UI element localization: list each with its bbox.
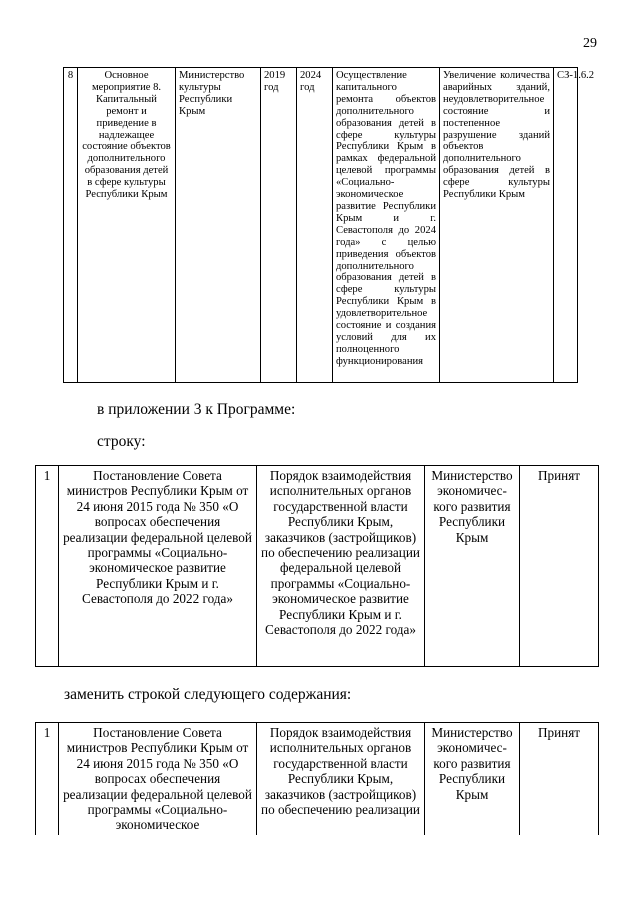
executor: Министерство культуры Республики Крым — [176, 68, 261, 383]
legal-act: Постановление Совета министров Республики Крым от 24 июня 2015 года № 350 «О вопросах обеспечения реализации федеральной целевой программы «Социально-экономическое развитие Республики Крым и г. Севастополя до 2022 года» — [59, 466, 257, 667]
end-year: 2024 год — [297, 68, 333, 383]
table-row — [36, 466, 599, 667]
table-row — [64, 68, 578, 383]
act-subject: Порядок взаимодействия исполнительных органов государственной власти Республики Крым, заказчиков (застройщиков) по обеспечению реализации — [257, 723, 425, 835]
start-year: 2019 год — [261, 68, 297, 383]
responsible-ministry: Министерство экономичес-кого развития Республики Крым — [425, 723, 520, 835]
responsible-ministry: Министерство экономичес-кого развития Республики Крым — [425, 466, 520, 667]
consequences: Увеличение количества аварийных зданий, неудовлетворительное состояние и постепенное разрушение зданий объектов дополнительного образования детей в сфере культуры Республики Крым — [440, 68, 554, 383]
legal-acts-table-new — [35, 722, 599, 835]
legal-acts-table-old — [35, 465, 599, 667]
act-subject: Порядок взаимодействия исполнительных органов государственной власти Республики Крым, заказчиков (застройщиков) по обеспечению реализации федеральной целевой программы «Социально-экономическое развитие Республики Крым и г. Севастополя до 2022 года» — [257, 466, 425, 667]
page-number: 29 — [583, 36, 597, 51]
indicator-code: СЗ-1.6.2 — [554, 68, 578, 383]
row-number: 8 — [64, 68, 78, 383]
row-number: 1 — [36, 466, 59, 667]
row-number: 1 — [36, 723, 59, 835]
program-events-table — [63, 67, 595, 383]
paragraph-appendix: в приложении 3 к Программе: — [97, 401, 296, 418]
table-row — [36, 723, 599, 835]
act-status: Принят — [520, 466, 599, 667]
event-description: Осуществление капитального ремонта объектов дополнительного образования детей в сфере культуры Республики Крым в рамках федеральной целевой программы «Социально-экономическое развитие Республики Крым и г. Севастополя до 2024 года» с целью приведения объектов дополнительного образования детей в сфере культуры Республики Крым в удовлетворительное состояние и создания условий для их полноценного функционирования — [333, 68, 440, 383]
paragraph-replace: заменить строкой следующего содержания: — [64, 686, 352, 703]
legal-act: Постановление Совета министров Республики Крым от 24 июня 2015 года № 350 «О вопросах обеспечения реализации федеральной целевой программы «Социально-экономическое — [59, 723, 257, 835]
event-name: Основное мероприятие 8. Капитальный ремонт и приведение в надлежащее состояние объектов дополнительного образования детей в сфере культуры Республики Крым — [78, 68, 176, 383]
act-status: Принят — [520, 723, 599, 835]
paragraph-row: строку: — [97, 433, 146, 450]
